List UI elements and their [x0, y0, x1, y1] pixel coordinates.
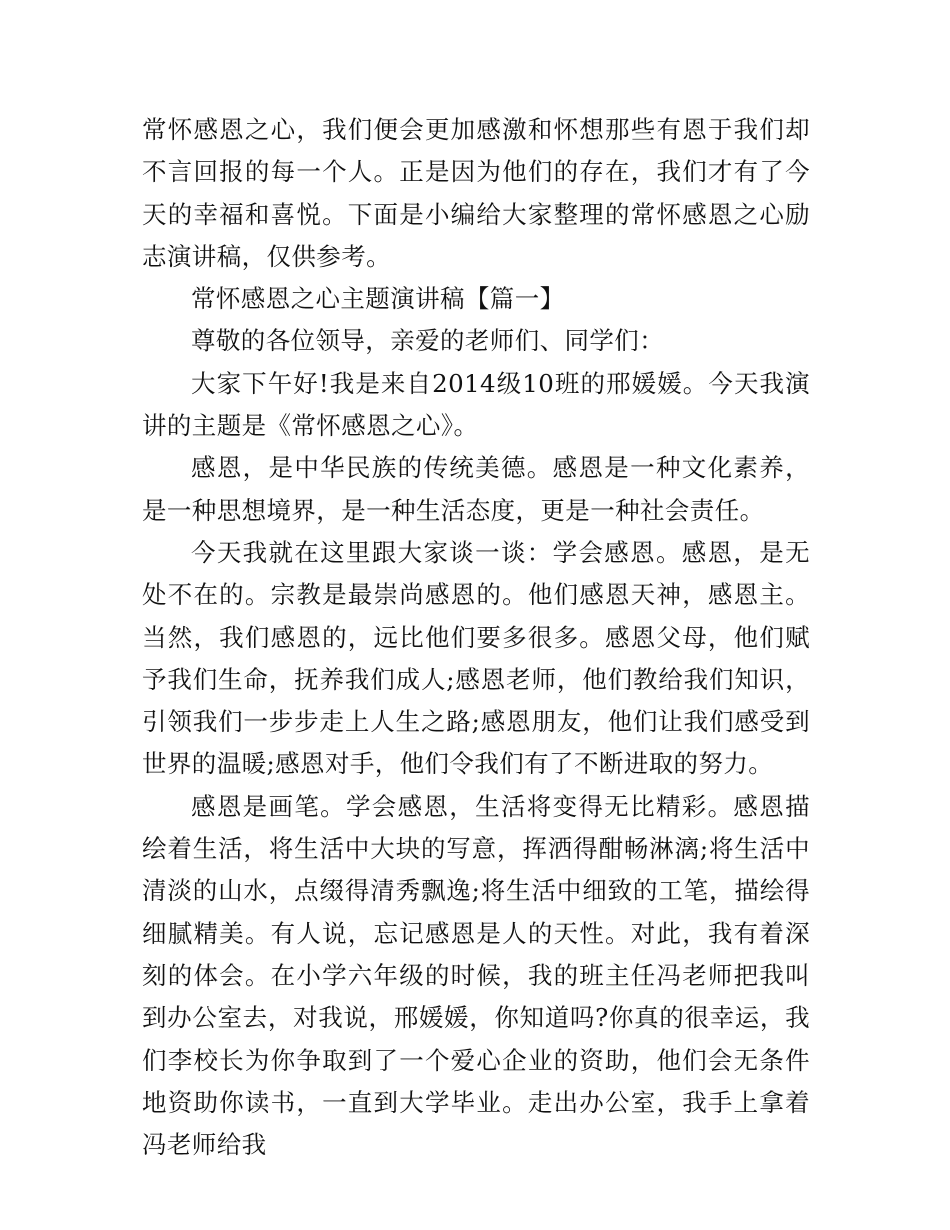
document-page [142, 109, 810, 1166]
intro-paragraph: 常怀感恩之心，我们便会更加感激和怀想那些有恩于我们却不言回报的每一个人。正是因为他们的存在，我们才有了今天的幸福和喜悦。下面是小编给大家整理的常怀感恩之心励志演讲稿，仅供参考。 [142, 115, 810, 271]
body-paragraph: 感恩，是中华民族的传统美德。感恩是一种文化素养，是一种思想境界，是一种生活态度，更是一种社会责任。 [142, 453, 810, 525]
section-heading: 常怀感恩之心主题演讲稿【篇一】 [191, 284, 565, 314]
greeting-paragraph: 大家下午好!我是来自2014级10班的邢媛媛。今天我演讲的主题是《常怀感恩之心》。 [142, 368, 810, 441]
salutation-paragraph: 尊敬的各位领导，亲爱的老师们、同学们： [191, 326, 665, 356]
body-paragraph: 今天我就在这里跟大家谈一谈：学会感恩。感恩，是无处不在的。宗教是最崇尚感恩的。他们感恩天神，感恩主。当然，我们感恩的，远比他们要多很多。感恩父母，他们赋予我们生命，抚养我们成人;感恩老师，他们教给我们知识，引领我们一步步走上人生之路;感恩朋友，他们让我们感受到世界的温暖;感恩对手，他们令我们有了不断进取的努力。 [142, 537, 810, 779]
body-paragraph: 感恩是画笔。学会感恩，生活将变得无比精彩。感恩描绘着生活，将生活中大块的写意，挥洒得酣畅淋漓;将生活中清淡的山水，点缀得清秀飘逸;将生活中细致的工笔，描绘得细腻精美。有人说，忘记感恩是人的天性。对此，我有着深刻的体会。在小学六年级的时候，我的班主任冯老师把我叫到办公室去，对我说，邢媛媛，你知道吗?你真的很幸运，我们李校长为你争取到了一个爱心企业的资助，他们会无条件地资助你读书，一直到大学毕业。走出办公室，我手上拿着冯老师给我 [142, 791, 810, 1160]
